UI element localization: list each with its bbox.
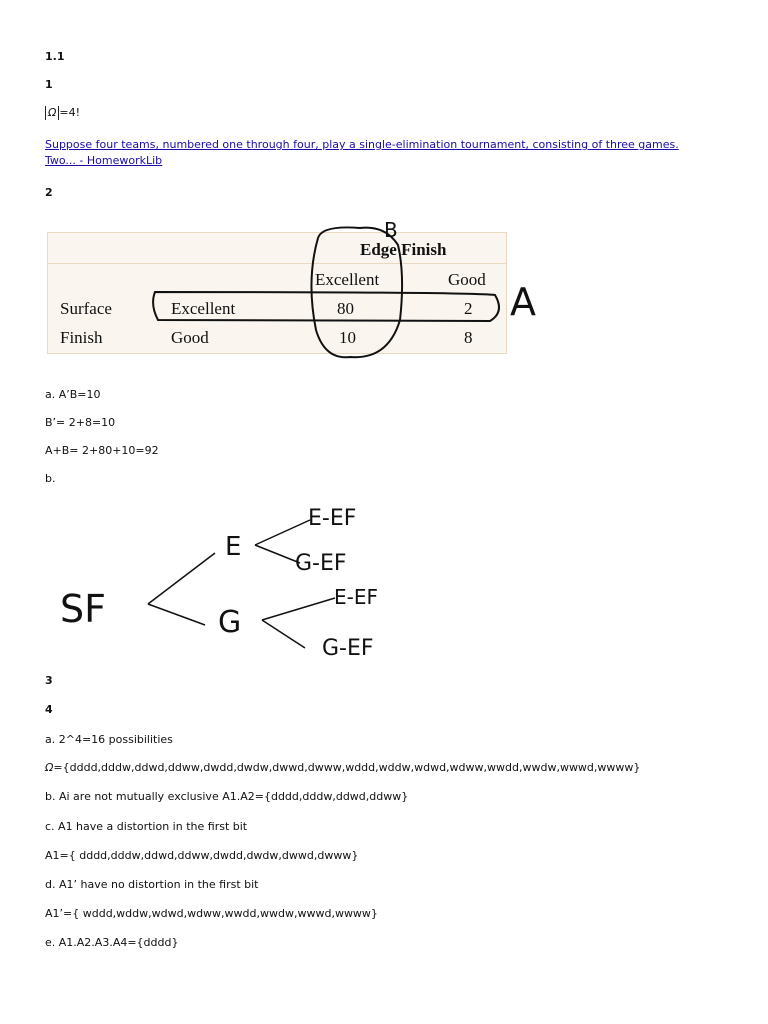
q4a-set-text: ={dddd,dddw,ddwd,ddww,dwdd,dwdw,dwwd,dwww,wddd,wddw,wdwd,wdww,wwdd,wwdw,wwwd,wwww}: [53, 761, 641, 774]
cell-value: 8: [464, 328, 473, 347]
col-label-excellent: Excellent: [315, 270, 380, 289]
q4c-text: c. A1 have a distortion in the first bit: [45, 820, 248, 833]
col-label-good: Good: [448, 270, 486, 289]
q2a-line-1: a. A’B=10: [45, 388, 101, 401]
cell-value: 2: [464, 299, 473, 318]
tree-leaf: G-EF: [322, 636, 374, 661]
row-label-good: Good: [171, 328, 209, 347]
branch-line: [262, 620, 305, 648]
tree-leaf: G-EF: [295, 551, 347, 576]
tree-root: SF: [60, 587, 106, 631]
contingency-table: [47, 232, 507, 354]
section-heading-1-1: 1.1: [45, 50, 65, 63]
q4c-set: A1={ dddd,dddw,ddwd,ddww,dwdd,dwdw,dwwd,dwww}: [45, 849, 359, 862]
q4d-set: A1’={ wddd,wddw,wdwd,wdww,wwdd,wwdw,wwwd,wwww}: [45, 907, 378, 920]
row-group-label-finish: Finish: [60, 328, 103, 347]
row-label-excellent: Excellent: [171, 299, 236, 318]
branch-line: [255, 545, 300, 563]
q4a-text: a. 2^4=16 possibilities: [45, 733, 173, 746]
homeworklib-link[interactable]: Suppose four teams, numbered one through four, play a single-elimination tournament, consisting of three games. Two... - HomeworkLib: [45, 138, 679, 167]
table-divider: [48, 263, 506, 264]
question-number-3: 3: [45, 674, 53, 687]
branch-line: [262, 598, 335, 620]
q1-answer-text: =4!: [59, 106, 81, 119]
omega-symbol: Ω: [45, 106, 59, 120]
q1-answer: [45, 106, 80, 120]
q2b-label: b.: [45, 472, 56, 485]
tree-leaf: E-EF: [334, 585, 378, 609]
tree-leaf: E-EF: [308, 506, 357, 531]
q4e-text: e. A1.A2.A3.A4={dddd}: [45, 936, 179, 949]
q2a-line-2: B’= 2+8=10: [45, 416, 116, 429]
q4b-text: b. Ai are not mutually exclusive A1.A2={dddd,dddw,ddwd,ddww}: [45, 790, 409, 803]
question-number-2: 2: [45, 186, 53, 199]
q2a-line-3: A+B= 2+80+10=92: [45, 444, 159, 457]
cell-value: 80: [337, 299, 354, 318]
annotation-b: B: [384, 218, 398, 242]
tree-node-g: G: [218, 605, 242, 640]
question-number-1: 1: [45, 78, 53, 91]
annotation-a: A: [510, 280, 536, 324]
row-group-label-surface: Surface: [60, 299, 112, 318]
table-column-header: Edge Finish: [360, 240, 447, 259]
branch-line: [148, 604, 205, 625]
q4d-text: d. A1’ have no distortion in the first bit: [45, 878, 259, 891]
tree-node-e: E: [225, 532, 242, 562]
branch-line: [255, 520, 310, 545]
question-number-4: 4: [45, 703, 53, 716]
cell-value: 10: [339, 328, 356, 347]
branch-line: [148, 553, 215, 604]
q4a-sample-space: [45, 761, 640, 775]
omega-symbol: Ω: [45, 761, 54, 774]
